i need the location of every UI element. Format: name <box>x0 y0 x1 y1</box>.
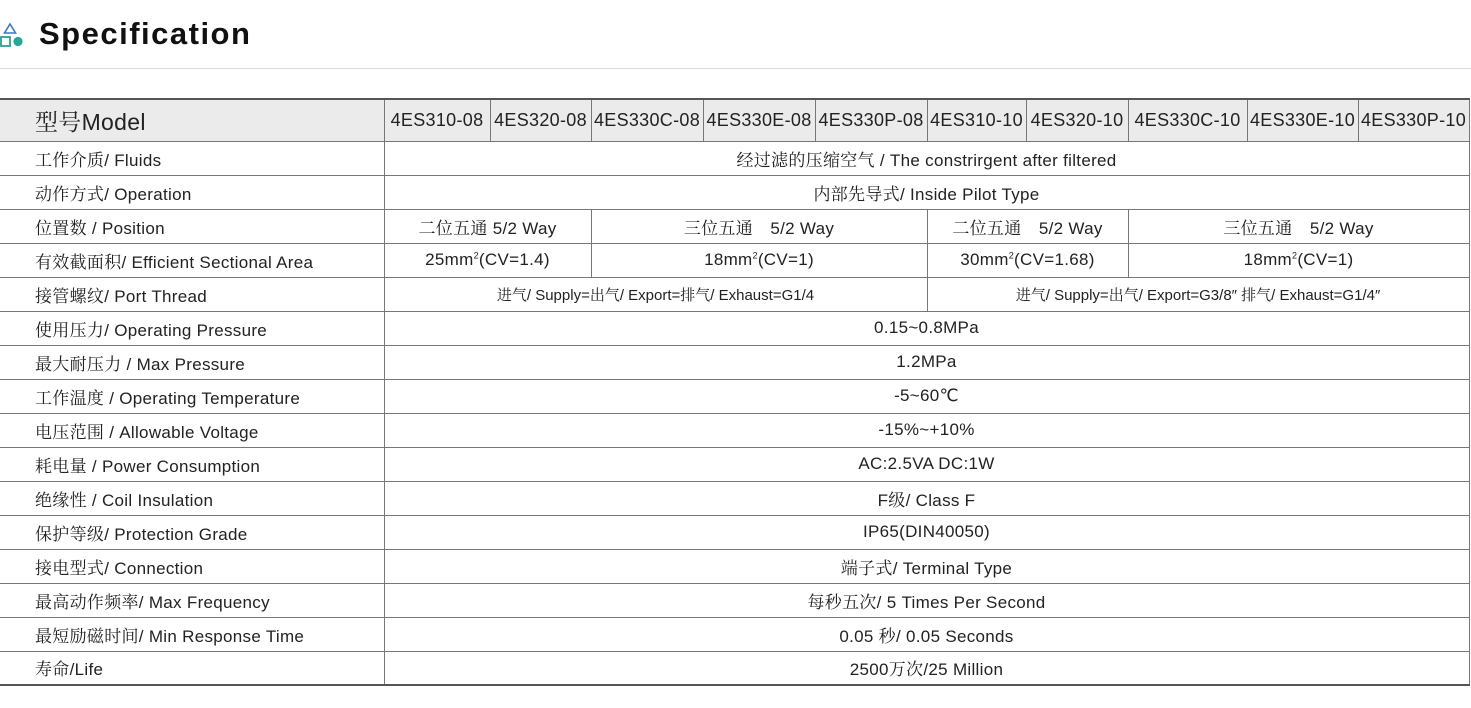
area-number: 30mm <box>960 250 1009 269</box>
shapes-logo-icon <box>0 22 28 50</box>
sectional-area-row <box>0 243 1469 277</box>
voltage-row <box>0 413 1469 447</box>
position-value-2pos-10: 二位五通 5/2 Way <box>927 209 1128 243</box>
model-4es330c-10: 4ES330C-10 <box>1128 99 1247 141</box>
area-unit-exponent: 2 <box>1292 250 1298 261</box>
sectional-area-value-4 <box>1128 243 1469 277</box>
connection-value: 端子式/ Terminal Type <box>384 549 1469 583</box>
sectional-area-value-1 <box>384 243 591 277</box>
model-4es310-10: 4ES310-10 <box>927 99 1026 141</box>
model-4es330p-08: 4ES330P-08 <box>815 99 927 141</box>
area-cv: (CV=1.4) <box>478 250 550 269</box>
port-thread-label: 接管螺纹/ Port Thread <box>0 277 384 311</box>
position-label: 位置数 / Position <box>0 209 384 243</box>
protection-value: IP65(DIN40050) <box>384 515 1469 549</box>
protection-label: 保护等级/ Protection Grade <box>0 515 384 549</box>
area-unit-exponent: 2 <box>473 250 479 261</box>
operation-label: 动作方式/ Operation <box>0 175 384 209</box>
sectional-area-label: 有效截面积/ Efficient Sectional Area <box>0 243 384 277</box>
max-pressure-label: 最大耐压力 / Max Pressure <box>0 345 384 379</box>
sectional-area-value-2 <box>591 243 927 277</box>
area-cv: (CV=1) <box>757 250 814 269</box>
power-label: 耗电量 / Power Consumption <box>0 447 384 481</box>
model-4es330c-08: 4ES330C-08 <box>591 99 703 141</box>
operation-row <box>0 175 1469 209</box>
operating-pressure-label: 使用压力/ Operating Pressure <box>0 311 384 345</box>
power-row <box>0 447 1469 481</box>
port-thread-value-10: 进气/ Supply=出气/ Export=G3/8″ 排气/ Exhaust=G1/4″ <box>927 277 1469 311</box>
specification-table <box>0 98 1470 686</box>
position-value-3pos-08: 三位五通 5/2 Way <box>591 209 927 243</box>
power-value: AC:2.5VA DC:1W <box>384 447 1469 481</box>
port-thread-row <box>0 277 1469 311</box>
sectional-area-value-3 <box>927 243 1128 277</box>
fluids-row <box>0 141 1469 175</box>
fluids-label: 工作介质/ Fluids <box>0 141 384 175</box>
operating-pressure-value: 0.15~0.8MPa <box>384 311 1469 345</box>
area-cv: (CV=1.68) <box>1014 250 1095 269</box>
max-pressure-value: 1.2MPa <box>384 345 1469 379</box>
insulation-label: 绝缘性 / Coil Insulation <box>0 481 384 515</box>
response-time-label: 最短励磁时间/ Min Response Time <box>0 617 384 651</box>
area-unit-exponent: 2 <box>752 250 758 261</box>
position-value-3pos-10: 三位五通 5/2 Way <box>1128 209 1469 243</box>
max-pressure-row <box>0 345 1469 379</box>
model-label: 型号Model <box>0 99 384 141</box>
area-number: 25mm <box>425 250 474 269</box>
response-time-row <box>0 617 1469 651</box>
model-4es330p-10: 4ES330P-10 <box>1358 99 1469 141</box>
insulation-row <box>0 481 1469 515</box>
area-number: 18mm <box>1243 250 1292 269</box>
insulation-value: F级/ Class F <box>384 481 1469 515</box>
position-row <box>0 209 1469 243</box>
model-4es320-08: 4ES320-08 <box>490 99 591 141</box>
port-thread-value-08: 进气/ Supply=出气/ Export=排气/ Exhaust=G1/4 <box>384 277 927 311</box>
model-row <box>0 99 1469 141</box>
life-row <box>0 651 1469 685</box>
temperature-row <box>0 379 1469 413</box>
page-title: Specification <box>39 16 252 51</box>
temperature-value: -5~60℃ <box>384 379 1469 413</box>
voltage-label: 电压范围 / Allowable Voltage <box>0 413 384 447</box>
life-label: 寿命/Life <box>0 651 384 685</box>
voltage-value: -15%~+10% <box>384 413 1469 447</box>
model-4es310-08: 4ES310-08 <box>384 99 490 141</box>
area-number: 18mm <box>704 250 753 269</box>
fluids-value: 经过滤的压缩空气 / The constrirgent after filtered <box>384 141 1469 175</box>
area-unit-exponent: 2 <box>1008 250 1015 261</box>
header-divider <box>0 68 1471 69</box>
operating-pressure-row <box>0 311 1469 345</box>
connection-row <box>0 549 1469 583</box>
page-header <box>0 0 1471 68</box>
protection-row <box>0 515 1469 549</box>
position-value-2pos-08: 二位五通 5/2 Way <box>384 209 591 243</box>
frequency-row <box>0 583 1469 617</box>
model-4es330e-10: 4ES330E-10 <box>1247 99 1358 141</box>
connection-label: 接电型式/ Connection <box>0 549 384 583</box>
life-value: 2500万次/25 Million <box>384 651 1469 685</box>
temperature-label: 工作温度 / Operating Temperature <box>0 379 384 413</box>
response-time-value: 0.05 秒/ 0.05 Seconds <box>384 617 1469 651</box>
operation-value: 内部先导式/ Inside Pilot Type <box>384 175 1469 209</box>
model-4es330e-08: 4ES330E-08 <box>703 99 815 141</box>
model-4es320-10: 4ES320-10 <box>1026 99 1128 141</box>
area-cv: (CV=1) <box>1297 250 1354 269</box>
frequency-label: 最高动作频率/ Max Frequency <box>0 583 384 617</box>
frequency-value: 每秒五次/ 5 Times Per Second <box>384 583 1469 617</box>
